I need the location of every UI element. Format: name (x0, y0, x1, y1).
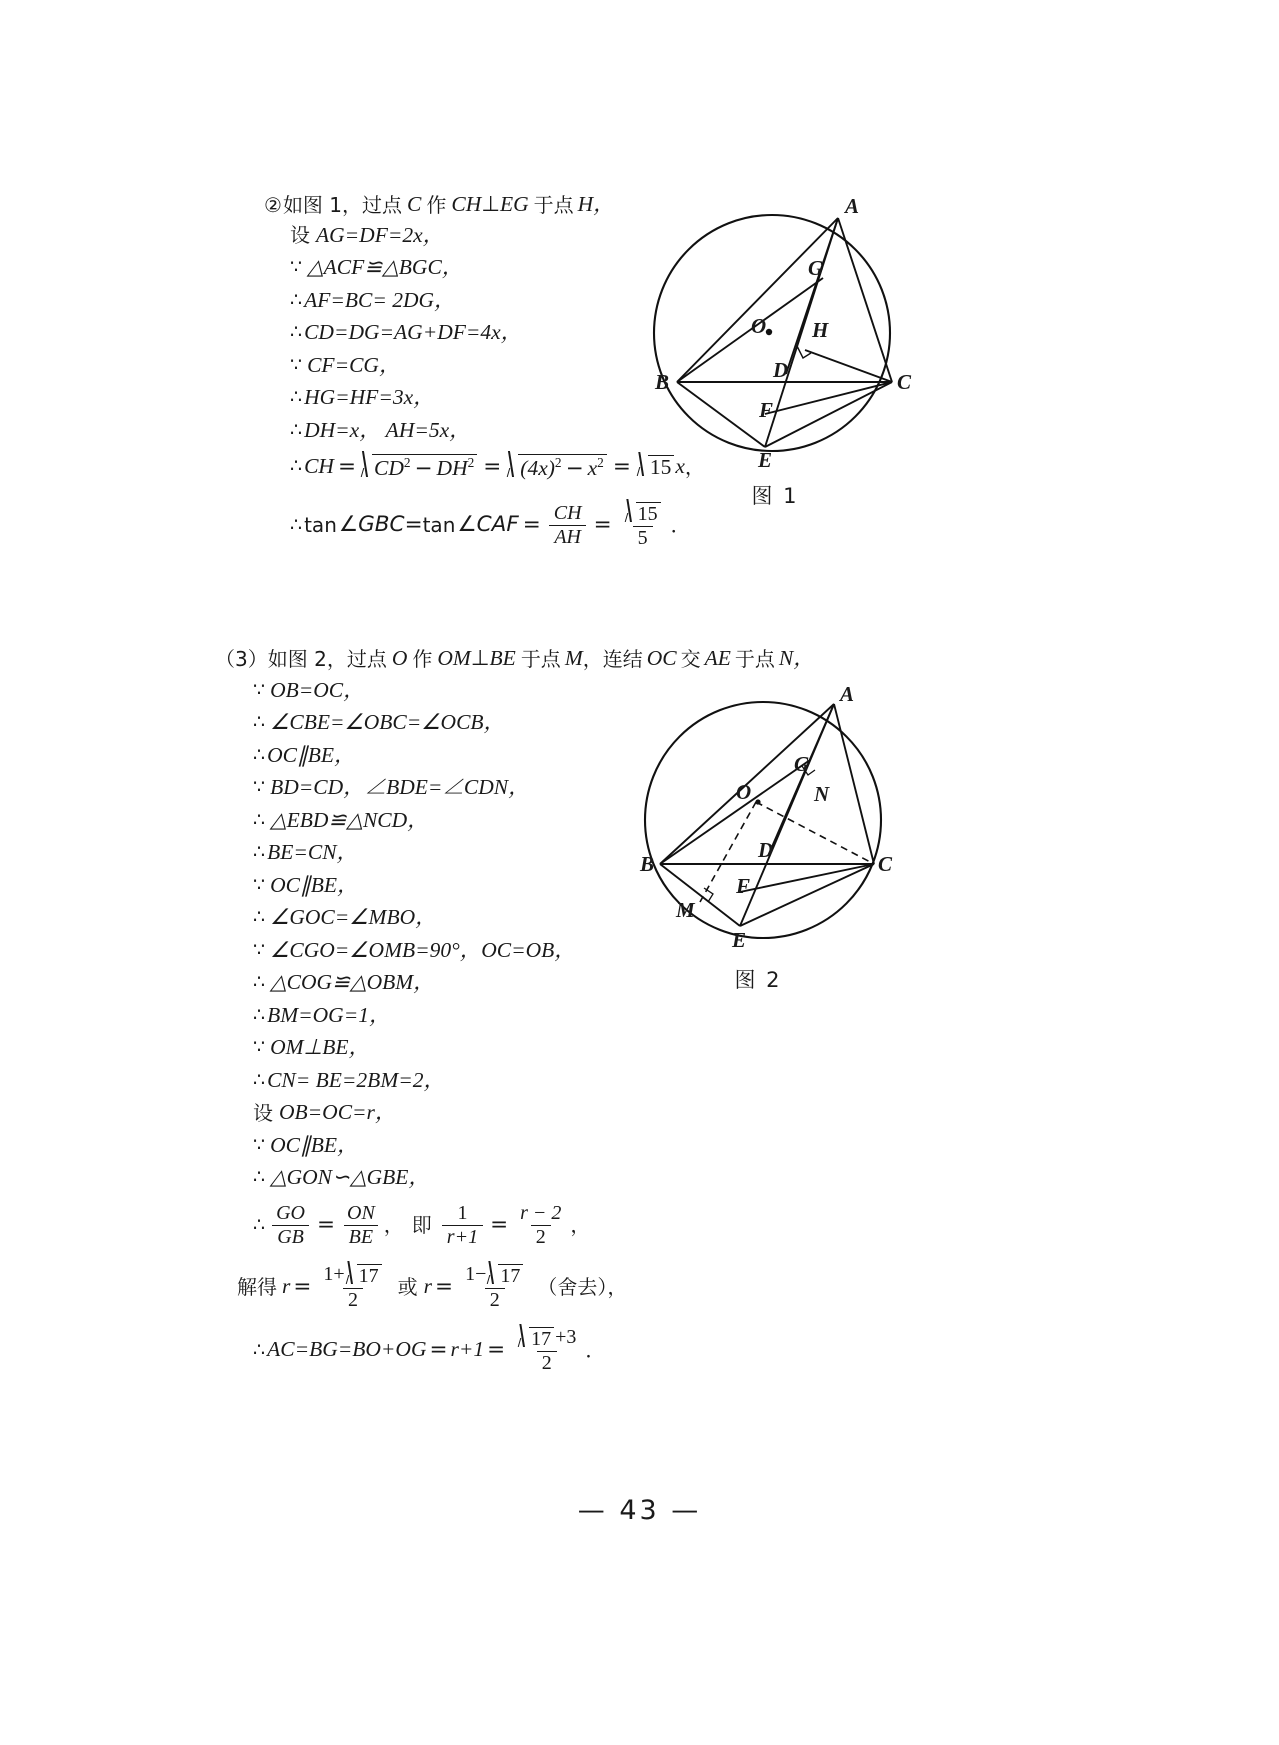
final-lhs: AC=BG=BO+OG (267, 1337, 427, 1362)
frac-numerator (512, 1327, 581, 1351)
frac-num-post: +3 (555, 1325, 577, 1348)
proof-line (253, 777, 685, 799)
line-body: CN= BE=2BM=2， (267, 1067, 445, 1092)
equals-sign: = (404, 512, 423, 538)
eq-prefix: ∴ (290, 455, 303, 478)
rad1-b: DH (436, 456, 468, 481)
tan-2: tan (422, 513, 456, 538)
line-body: HG=HF=3x， (304, 385, 435, 409)
line-prefix: ∴ (290, 386, 303, 409)
equals-sign: = (483, 454, 502, 480)
solve-r2: r (423, 1274, 433, 1299)
frac-numerator: ON (347, 1201, 375, 1224)
lead-seg-ch: CH (451, 192, 482, 216)
line-body: DH=x， AH=5x， (304, 417, 471, 442)
proof-line (253, 677, 685, 702)
figure-1-point-label: A (845, 194, 860, 218)
proof-line (290, 417, 688, 442)
radical-body (372, 454, 477, 480)
eq-prefix: ∴ (290, 513, 303, 536)
solve-r1: r (282, 1274, 291, 1299)
rad1-base: CD (373, 456, 404, 481)
rad1-pow: 2 (403, 455, 411, 470)
fraction-root2 (460, 1264, 529, 1311)
line-prefix: 设 (290, 223, 310, 248)
line-prefix: ∵ (290, 353, 303, 376)
frac-denominator: 2 (485, 1288, 505, 1311)
tan-equation (290, 501, 691, 549)
proof-line (253, 807, 685, 832)
lead-seg-eg: EG (499, 192, 529, 216)
line-prefix: ∵ (253, 678, 266, 701)
line-body: CD=DG=AG+DF=4x， (304, 320, 523, 344)
lead-point-c: C (407, 192, 422, 216)
line-body: AG=DF=2x， (316, 222, 445, 247)
line-body: OC∥BE， (270, 1132, 359, 1157)
ch-lhs: CH (304, 454, 334, 479)
figure-2-drawing (638, 680, 918, 970)
eq-prefix: ∴ (253, 1213, 266, 1236)
radical-body: 15 (636, 502, 661, 525)
equals-sign: = (316, 1212, 335, 1238)
lead-point-n: N， (778, 646, 815, 670)
line-body: OB=OC=r， (279, 1100, 397, 1124)
line-prefix: ∴ (253, 971, 266, 994)
radical-tick-icon (507, 454, 518, 480)
figure-1-point-label: F (759, 398, 774, 422)
rad2-bpow: 2 (597, 455, 604, 470)
radical-tick-icon (625, 502, 636, 525)
fraction-ch-ah (549, 503, 587, 548)
line-prefix: ∴ (253, 711, 266, 734)
lead-t5: 交 (680, 646, 701, 671)
frac-denominator: 2 (537, 1351, 557, 1374)
equals-sign: = (593, 512, 612, 538)
figure-1-drawing (645, 190, 925, 490)
radical-2 (507, 454, 607, 480)
figure-1 (645, 190, 925, 520)
frac-denominator: 5 (633, 526, 653, 549)
figure-1-point-label: D (773, 358, 789, 382)
line-body: △ACF≌△BGC， (307, 255, 464, 279)
line-body: CF=CG， (307, 352, 401, 377)
rad1-bpow: 2 (467, 455, 475, 470)
line-body: BD=CD，∠BDE=∠CDN， (270, 775, 530, 799)
section-three-lead (215, 646, 815, 671)
tan-1: tan (304, 513, 337, 538)
ch-equation (290, 454, 705, 482)
huo-label: 或 (397, 1275, 418, 1299)
line-prefix: ∴ (253, 841, 266, 864)
figure-2-point-label: E (732, 928, 747, 952)
ratio-equation (253, 1203, 685, 1248)
line-body: OB=OC， (270, 677, 365, 702)
figure-2-point-label: M (676, 898, 695, 922)
line-body: BM=OG=1， (267, 1002, 391, 1027)
lead-marker: （3） (215, 646, 268, 671)
section-two-lead (264, 194, 688, 216)
proof-line (253, 907, 685, 929)
comma: ， (684, 454, 705, 479)
lead-zuo: 作 (426, 192, 447, 217)
angle-caf: ∠CAF (457, 512, 519, 538)
line-prefix: ∴ (290, 418, 303, 441)
rad2-open: (4x) (520, 456, 555, 481)
proof-line (253, 1167, 685, 1189)
lead-t3: 于点 (520, 646, 561, 671)
lead-marker: ② (264, 192, 282, 217)
frac-denominator: 2 (343, 1288, 363, 1311)
lead-t1: 如图 2，过点 (267, 646, 387, 671)
proof-line (253, 842, 685, 864)
minus-sign: − (414, 456, 433, 482)
line-body: ∠GOC=∠MBO， (270, 905, 437, 929)
radical-body: 17 (529, 1327, 554, 1350)
radical-tick-icon (361, 454, 372, 480)
equals-sign: = (490, 1212, 509, 1238)
figure-2-point-label: C (878, 852, 893, 876)
frac-numerator (460, 1264, 529, 1288)
line-prefix: ∵ (253, 938, 266, 961)
proof-line (253, 712, 685, 734)
equals-sign: = (337, 454, 356, 480)
proof-line (253, 742, 685, 767)
equals-sign: = (429, 1337, 448, 1363)
radical-tick-icon (346, 1264, 357, 1287)
comma: ， (570, 1213, 591, 1237)
frac-denominator: 2 (531, 1225, 551, 1248)
figure-1-point-label: G (808, 256, 824, 280)
minus-sign: − (565, 456, 584, 482)
lead-seg-be: BE (489, 646, 516, 670)
figure-2-point-label: B (640, 852, 655, 876)
radical-17 (518, 1327, 554, 1350)
radical-body (518, 454, 607, 480)
proof-line (253, 1067, 685, 1092)
rad2-b: x (587, 456, 598, 481)
line-body: OC∥BE， (270, 872, 359, 897)
line-prefix: ∵ (253, 1133, 266, 1156)
frac-numerator: r − 2 (520, 1201, 562, 1224)
frac-denominator: r+1 (442, 1225, 483, 1248)
line-body: △GON∽△GBE， (270, 1165, 430, 1189)
page-number: — 43 — (577, 1495, 702, 1526)
figure-1-point-label: B (655, 370, 670, 394)
proof-line (253, 1132, 685, 1157)
lead-point-o: O (391, 646, 408, 670)
figure-2-point-label: O (736, 780, 752, 804)
figure-2-point-label: N (814, 782, 830, 806)
ji-label: 即 (411, 1213, 432, 1237)
period: ． (585, 1338, 606, 1362)
figure-1-point-label: E (758, 448, 773, 472)
equals-sign: = (293, 1274, 312, 1300)
line-prefix: ∵ (253, 873, 266, 896)
frac-numerator: 1 (457, 1201, 468, 1224)
line-prefix: ∴ (253, 1166, 266, 1189)
line-body: OM⊥BE， (270, 1035, 371, 1059)
lead-text-before: 如图 1，过点 (282, 192, 403, 217)
lead-point-m: M (564, 646, 583, 670)
line-prefix: 设 (253, 1100, 273, 1125)
proof-line (290, 287, 688, 312)
fraction-1-rplus1 (442, 1203, 483, 1248)
radical-1 (361, 454, 477, 480)
proof-line (253, 1002, 685, 1027)
line-prefix: ∴ (253, 1068, 266, 1091)
frac-denominator: GB (272, 1225, 309, 1248)
figure-2-point-label: G (794, 752, 810, 776)
line-prefix: ∴ (253, 808, 266, 831)
frac-num-prefix: 1+ (323, 1262, 345, 1285)
lead-tail: 于点 (533, 192, 574, 217)
rad3-tail: x (675, 454, 685, 479)
proof-line (253, 872, 685, 897)
lead-point-h: H， (577, 192, 615, 216)
frac-numerator: CH (553, 501, 582, 524)
proof-line (253, 937, 685, 962)
line-prefix: ∵ (253, 776, 266, 799)
figure-1-point-label: O (751, 314, 767, 338)
proof-line (253, 972, 685, 994)
lead-t4: ，连结 (582, 646, 643, 671)
final-equation (253, 1327, 685, 1374)
section-three-text (215, 646, 815, 1374)
period: ． (670, 513, 691, 538)
radical-17 (346, 1264, 382, 1287)
rad2-pow: 2 (554, 455, 562, 470)
figure-1-point-label: H (812, 318, 829, 342)
radical-tick-icon (518, 1327, 529, 1350)
proof-line (253, 1037, 685, 1059)
figure-2-point-label: D (758, 838, 774, 862)
frac-num-prefix: 1− (465, 1262, 487, 1285)
fraction-go-gb (271, 1203, 310, 1248)
eq-prefix: ∴ (253, 1338, 266, 1361)
proof-line (290, 257, 688, 279)
equals-sign: = (522, 512, 541, 538)
line-body: △COG≌△OBM， (270, 970, 435, 994)
figure-1-caption: 图 1 (751, 484, 799, 508)
line-prefix: ∵ (253, 1036, 266, 1059)
figure-1-point-label: C (897, 370, 912, 394)
radical-tick-icon (487, 1264, 498, 1287)
section-two-text (264, 192, 705, 549)
frac-denominator: BE (344, 1225, 378, 1248)
lead-seg-oc: OC (646, 646, 677, 670)
frac-denominator: AH (549, 525, 586, 548)
perp-icon: ⊥ (481, 192, 500, 217)
equals-sign: = (487, 1337, 506, 1363)
line-prefix: ∴ (253, 906, 266, 929)
radical-body: 17 (357, 1264, 382, 1287)
figure-2 (638, 680, 918, 1010)
eq-prefix: 解得 (237, 1275, 277, 1299)
line-prefix: ∴ (253, 1003, 266, 1026)
radical-17 (487, 1264, 523, 1287)
figure-2-point-label: F (736, 874, 751, 898)
lead-seg-ae: AE (704, 646, 731, 670)
proof-line (290, 352, 688, 377)
solve-equation (237, 1264, 685, 1311)
fraction-on-be (342, 1203, 380, 1248)
radical-body: 15 (648, 455, 675, 479)
line-body: △EBD≌△NCD， (270, 807, 429, 832)
line-body: ∠CBE=∠OBC=∠OCB， (270, 710, 506, 734)
final-rplus1: r+1 (450, 1337, 485, 1362)
line-prefix: ∴ (290, 288, 303, 311)
proof-line (290, 387, 688, 409)
frac-numerator: GO (276, 1201, 305, 1224)
line-body: BE=CN， (267, 840, 359, 864)
comma: ， (383, 1213, 404, 1237)
fraction-final (512, 1327, 581, 1374)
lead-t6: 于点 (734, 646, 775, 671)
equals-sign: = (435, 1274, 454, 1300)
angle-gbc: ∠GBC (338, 512, 405, 538)
frac-numerator (318, 1264, 387, 1288)
fraction-root1 (318, 1264, 387, 1311)
line-body: AF=BC= 2DG， (304, 287, 456, 312)
line-prefix: ∴ (290, 321, 303, 344)
lead-t2: 作 (412, 646, 433, 671)
fraction-rminus2-2 (515, 1203, 566, 1248)
solve-tail: （舍去）， (537, 1275, 628, 1299)
figure-2-point-label: A (840, 682, 855, 706)
figure-2-caption: 图 2 (734, 968, 782, 992)
line-body: ∠CGO=∠OMB=90°，OC=OB， (270, 937, 576, 962)
equals-sign: = (612, 454, 631, 480)
line-body: OC∥BE， (267, 742, 356, 767)
perp-icon: ⊥ (470, 646, 490, 671)
line-prefix: ∴ (253, 743, 266, 766)
line-prefix: ∵ (290, 256, 303, 279)
lead-seg-om: OM (437, 646, 471, 670)
proof-line (253, 1102, 685, 1124)
radical-body: 17 (498, 1264, 523, 1287)
proof-line (290, 222, 688, 248)
proof-line (290, 322, 688, 344)
